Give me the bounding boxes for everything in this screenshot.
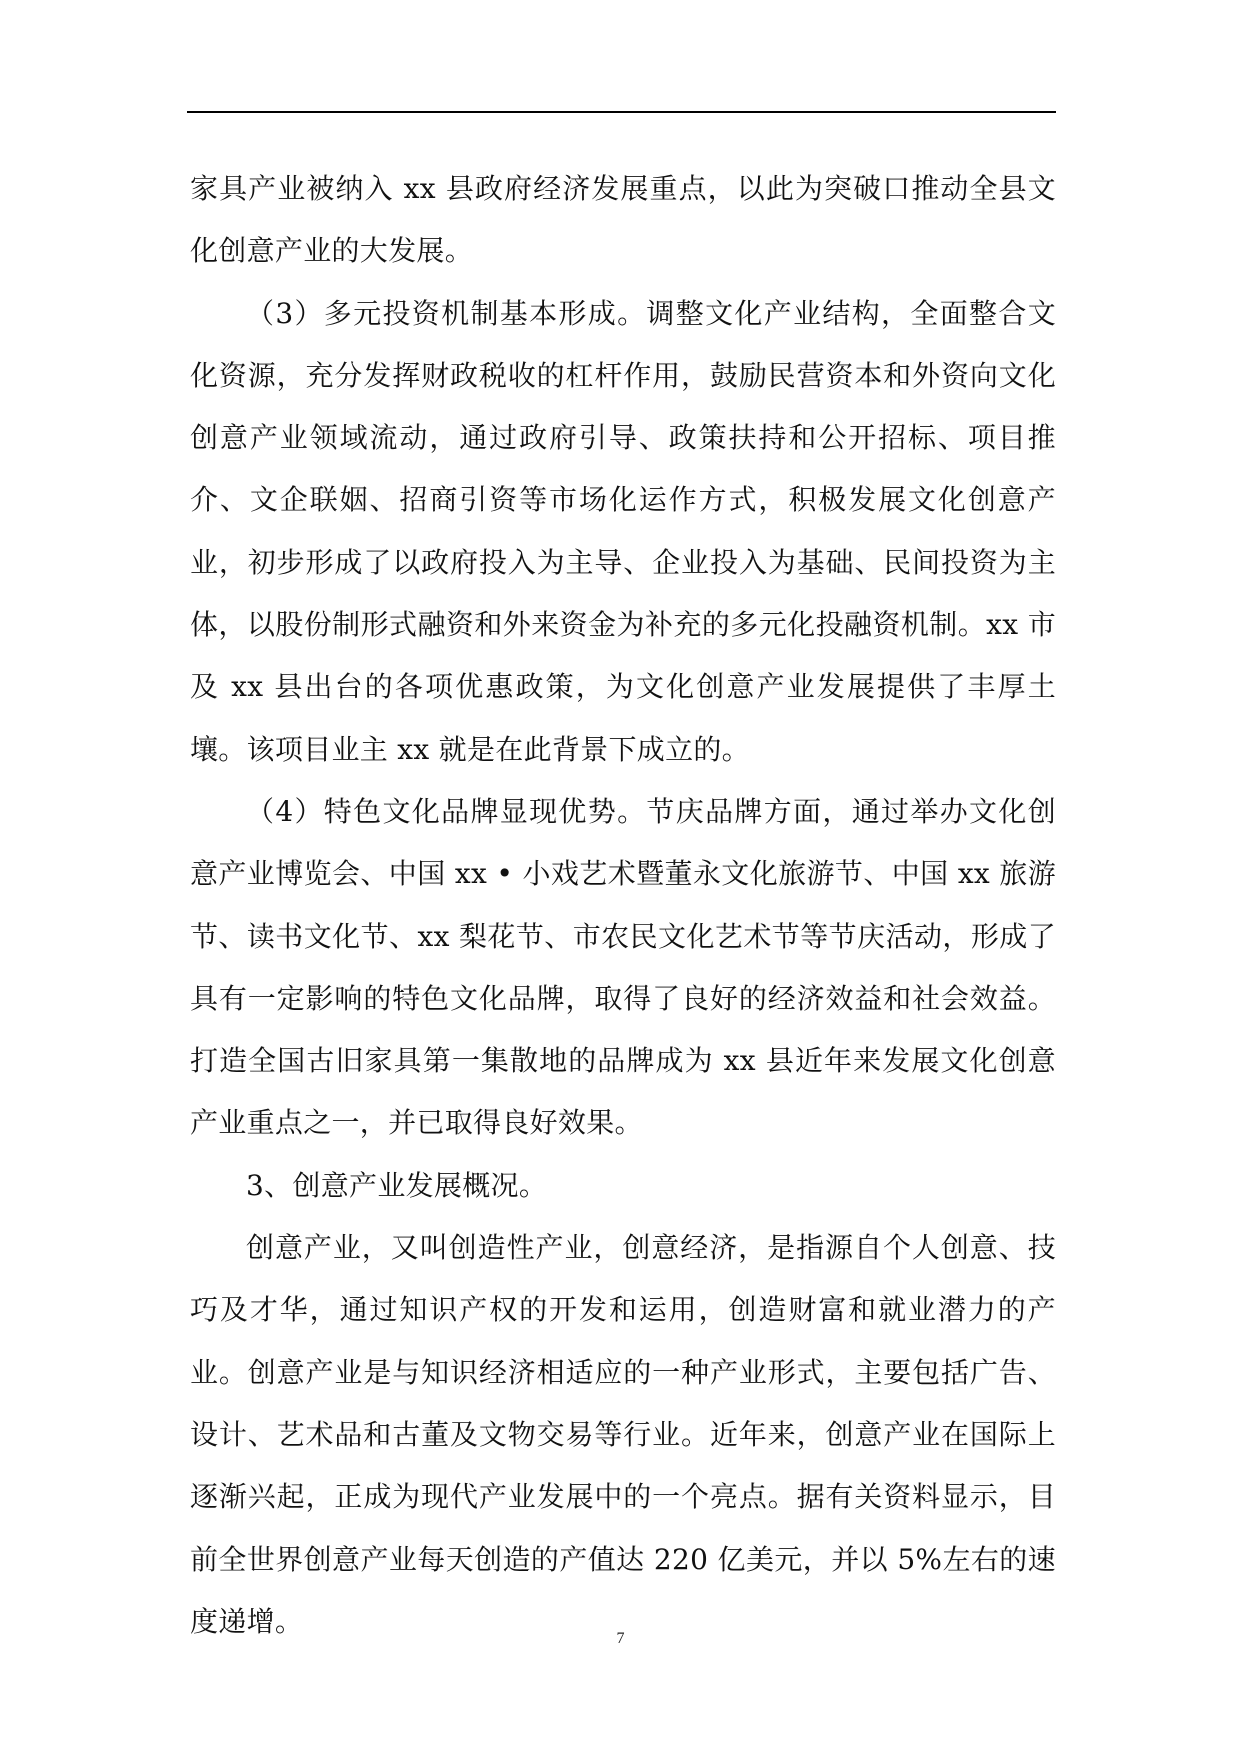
page-number: 7 [616,1630,625,1647]
paragraph-creative-industry: 创意产业，又叫创造性产业，创意经济，是指源自个人创意、技巧及才华，通过知识产权的开发和运用，创造财富和就业潜力的产业。创意产业是与知识经济相适应的一种产业形式，主要包括广告、设计、艺术品和古董及文物交易等行业。近年来，创意产业在国际上逐渐兴起，正成为现代产业发展中的一个亮点。据有关资料显示，目前全世界创意产业每天创造的产值达 220 亿美元，并以 5%左右的速度递增。 [190,1231,1056,1638]
header-rule [187,111,1056,113]
paragraph-investment-mechanism: （3）多元投资机制基本形成。调整文化产业结构，全面整合文化资源，充分发挥财政税收的杠杆作用，鼓励民营资本和外资向文化创意产业领域流动，通过政府引导、政策扶持和公开招标、项目推介、文企联姻、招商引资等市场化运作方式，积极发展文化创意产业，初步形成了以政府投入为主导、企业投入为基础、民间投资为主体，以股份制形式融资和外来资金为补充的多元化投融资机制。xx 市及 xx 县出台的各项优惠政策，为文化创意产业发展提供了丰厚土壤。该项目业主 xx 就是在此背景下成立的。 [190,296,1056,766]
section-heading-creative-industry: 3、创意产业发展概况。 [246,1168,548,1202]
paragraph-continuation: 家具产业被纳入 xx 县政府经济发展重点，以此为突破口推动全县文化创意产业的大发展。 [190,172,1056,268]
paragraph-cultural-brand: （4）特色文化品牌显现优势。节庆品牌方面，通过举办文化创意产业博览会、中国 xx • 小戏艺术暨董永文化旅游节、中国 xx 旅游节、读书文化节、xx 梨花节、市农民文化艺术节等节庆活动，形成了具有一定影响的特色文化品牌，取得了良好的经济效益和社会效益。打造全国古旧家具第一集散地的品牌成为 xx 县近年来发展文化创意产业重点之一，并已取得良好效果。 [190,794,1056,1140]
body-text [190,158,1056,1653]
